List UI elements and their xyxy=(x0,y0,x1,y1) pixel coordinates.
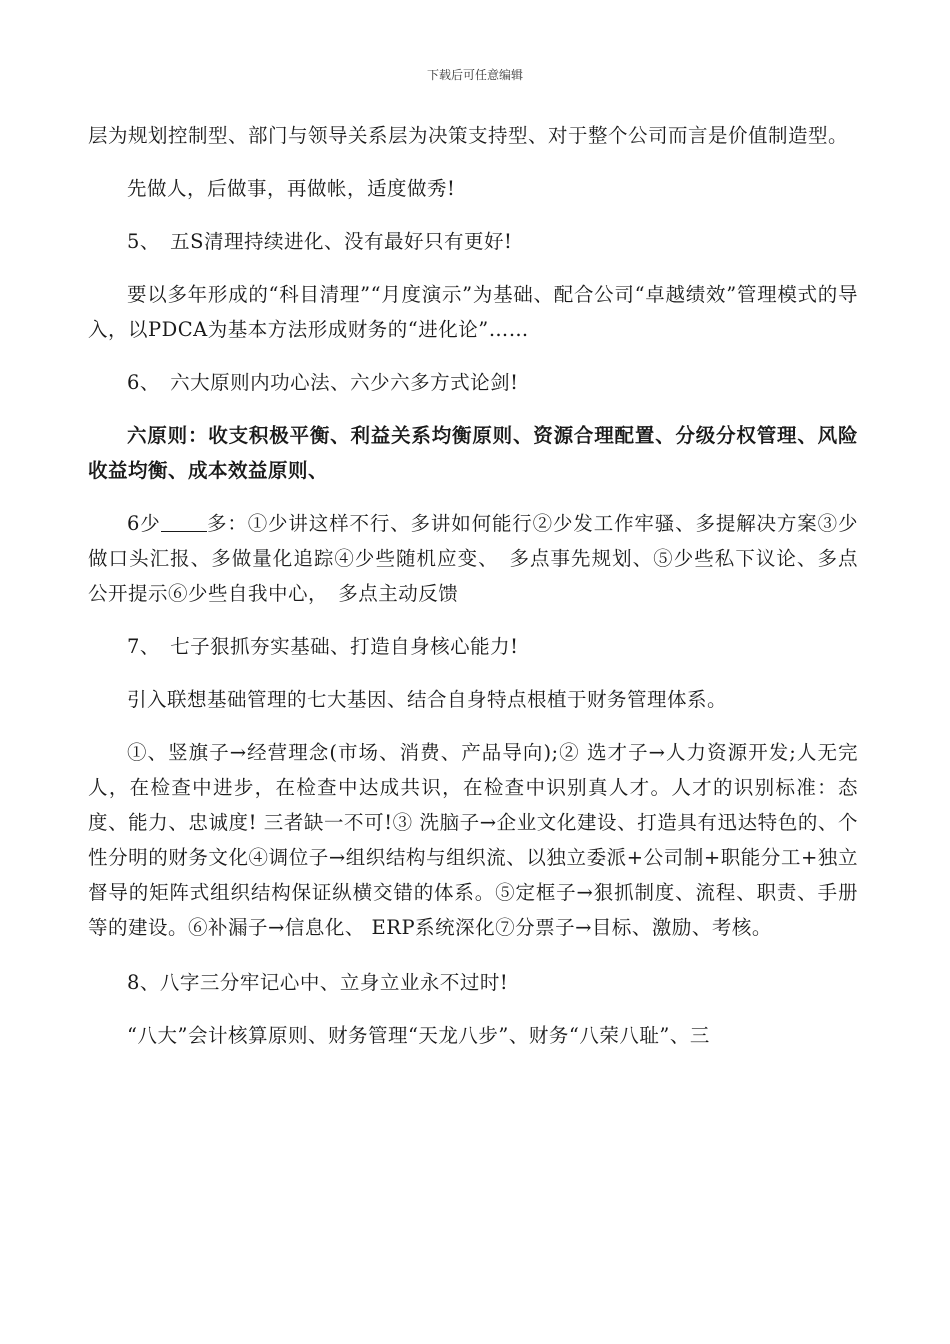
paragraph-eight-detail: “八大”会计核算原则、财务管理“天龙八步”、财务“八荣八耻”、三 xyxy=(127,1024,710,1047)
six-less-text: 多：①少讲这样不行、多讲如何能行②少发工作牢骚、多提解决方案③少做口头汇报、多做量化追踪④少些随机应变、 多点事先规划、⑤少些私下议论、多点公开提示⑥少些自我中心， 多点主动反馈 xyxy=(88,512,858,605)
heading-5s: 5、 五S清理持续进化、没有最好只有更好! xyxy=(127,230,513,253)
paragraph-5s-detail: 要以多年形成的“科目清理”“月度演示”为基础、配合公司“卓越绩效”管理模式的导入，以PDCA为基本方法形成财务的“进化论”…… xyxy=(88,283,858,341)
paragraph-seven-intro: 引入联想基础管理的七大基因、结合自身特点根植于财务管理体系。 xyxy=(127,688,728,711)
heading-eight-words: 8、八字三分牢记心中、立身立业永不过时! xyxy=(127,971,509,994)
heading-seven-items: 7、 七子狠抓夯实基础、打造自身核心能力! xyxy=(127,635,519,658)
fill-blank-underline xyxy=(161,513,207,532)
paragraph-six-less-six-more xyxy=(88,506,858,611)
heading-six-principles: 6、 六大原则内功心法、六少六多方式论剑! xyxy=(127,371,519,394)
paragraph-seven-detail: ①、竖旗子→经营理念(市场、消费、产品导向);② 选才子→人力资源开发;人无完人，在检查中进步，在检查中达成共识，在检查中识别真人才。人才的识别标准：态度、能力、忠诚度! 三者缺一不可!③ 洗脑子→企业文化建设、打造具有迅达特色的、个性分明的财务文化④调位子→组织结构与组织流、以独立委派+公司制+职能分工+独立督导的矩阵式组织结构保证纵横交错的体系。⑤定框子→狠抓制度、流程、职责、手册等的建设。⑥补漏子→信息化、 ERP系统深化⑦分票子→目标、激励、考核。 xyxy=(88,741,858,939)
page-header-note: 下载后可任意编辑 xyxy=(426,68,523,82)
paragraph-continued: 层为规划控制型、部门与领导关系层为决策支持型、对于整个公司而言是价值制造型。 xyxy=(88,124,849,147)
paragraph-six-principles-bold: 六原则：收支积极平衡、利益关系均衡原则、资源合理配置、分级分权管理、风险收益均衡、成本效益原则、 xyxy=(88,424,858,482)
paragraph-motto: 先做人，后做事，再做帐，适度做秀! xyxy=(127,177,456,200)
six-less-prefix: 6少 xyxy=(127,512,161,535)
document-body xyxy=(88,118,858,1053)
